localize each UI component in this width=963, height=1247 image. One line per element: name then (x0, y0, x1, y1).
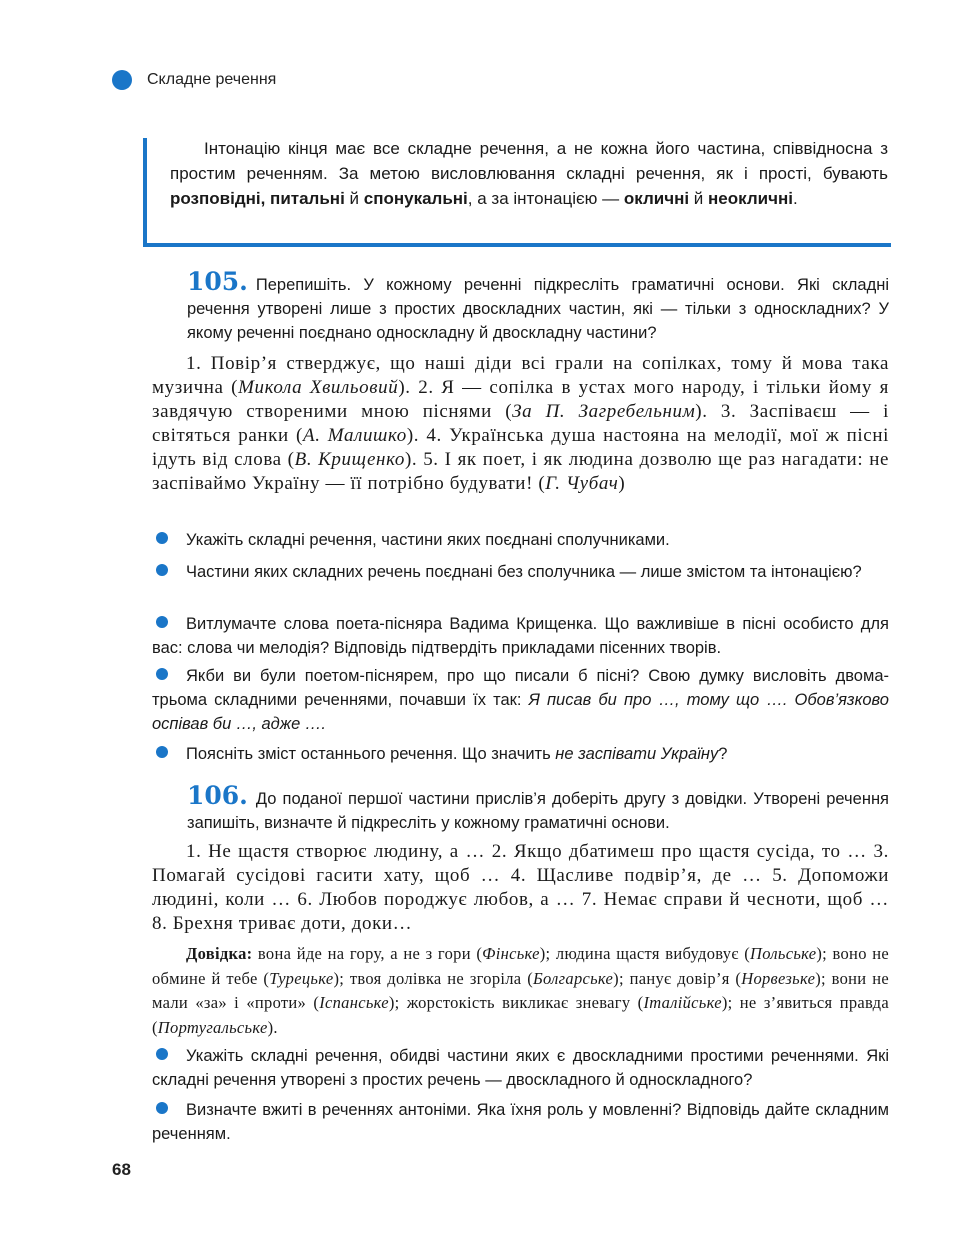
exercise-number: 105. (187, 267, 248, 296)
page-header (112, 70, 276, 90)
task-item: Укажіть складні речення, частини яких поєднані сполучниками. (152, 528, 889, 552)
exercise-105-instruction: 105. Перепишіть. У кожному реченні підкресліть граматичні основи. Які складні речення утворені лише з простих двоскладних частин, які — тільки з односкладних? У якому реченні поєднано односкладну й двоскладну частини? (187, 267, 889, 342)
bullet-icon (156, 1048, 168, 1060)
bullet-icon (156, 532, 168, 544)
exercise-number: 106. (187, 781, 248, 810)
section-dot-icon (112, 70, 132, 90)
exercise-106-text: 1. Не щастя створює людину, а … 2. Якщо дбатимеш про щастя сусіда, то … 3. Помагай сусідові гасити хату, щоб … 4. Щасливе подвір’я, де … 5. Допоможи людині, коли … 6. Любов породжує любов, а … 7. Немає справи й чесноти, щоб … 8. Брехня триває доти, доки… (152, 841, 889, 934)
task-item: Частини яких складних речень поєднані без сполучника — лише змістом та інтонацією? (152, 560, 889, 584)
page-number: 68 (112, 1160, 131, 1179)
bullet-icon (156, 1102, 168, 1114)
bullet-icon (156, 564, 168, 576)
bullet-icon (156, 616, 168, 628)
task-item: Якби ви були поетом-піснярем, про що писали б пісні? Свою думку висловіть двома-трьома складними реченнями, почавши їх так: Я писав би про …, тому що …. Обов’язково оспівав би …, адже …. (152, 667, 889, 733)
task-item: Витлумачте слова поета-пісняра Вадима Крищенка. Що важливіше в пісні особисто для вас: слова чи мелодія? Відповідь підтвердіть прикладами пісенних творів. (152, 615, 889, 657)
task-item: Укажіть складні речення, обидві частини яких є двоскладними простими реченнями. Які складні речення утворені з простих речень — двоскладного й односкладного? (152, 1047, 889, 1089)
task-item: Визначте вжиті в реченнях антоніми. Яка їхня роль у мовленні? Відповідь дайте складним реченням. (152, 1101, 889, 1143)
bullet-icon (156, 668, 168, 680)
exercise-105-text: 1. Повір’я стверджує, що наші діди всі грали на сопілках, тому й мова така музична (Микола Хвильовий). 2. Я — сопілка в устах мого народу, і тільки йому я завдячую створеними мною піснями (За П. Загребельним). 3. Заспіваєш — і світяться ранки (А. Малишко). 4. Українська душа настояна на мелодії, мої ж пісні ідуть від слова (В. Крищенко). 5. І як поет, і як людина дозволю ще раз нагадати: не заспіваймо Україну — її потрібно будувати! (Г. Чубач) (152, 353, 889, 494)
rule-text: Інтонацію кінця має все складне речення, а не кожна його частина, співвідносна з простим реченням. За метою висловлювання складні речення, як і прості, бувають розповідні, питальні й спонукальні, а за інтонацією — окличні й неокличні. (170, 139, 888, 208)
section-title: Складне речення (147, 71, 277, 88)
task-item: Поясніть зміст останнього речення. Що значить не заспівати Україну? (152, 742, 889, 766)
dovidka: Довідка: вона йде на гору, а не з гори (Фінське); людина щастя вибудовує (Польське); воно не обмине й тебе (Турецьке); твоя долівка не згоріла (Болгарське); панує довір’я (Норвезьке); вони не мали «за» і «проти» (Іспанське); жорстокість викликає зневагу (Італійське); не з’явиться правда (Португальське). (152, 944, 889, 1037)
bullet-icon (156, 746, 168, 758)
exercise-106-instruction: 106. До поданої першої частини прислів’я доберіть другу з довідки. Утворені речення запишіть, визначте й підкресліть у кожному граматичні основи. (187, 781, 889, 832)
